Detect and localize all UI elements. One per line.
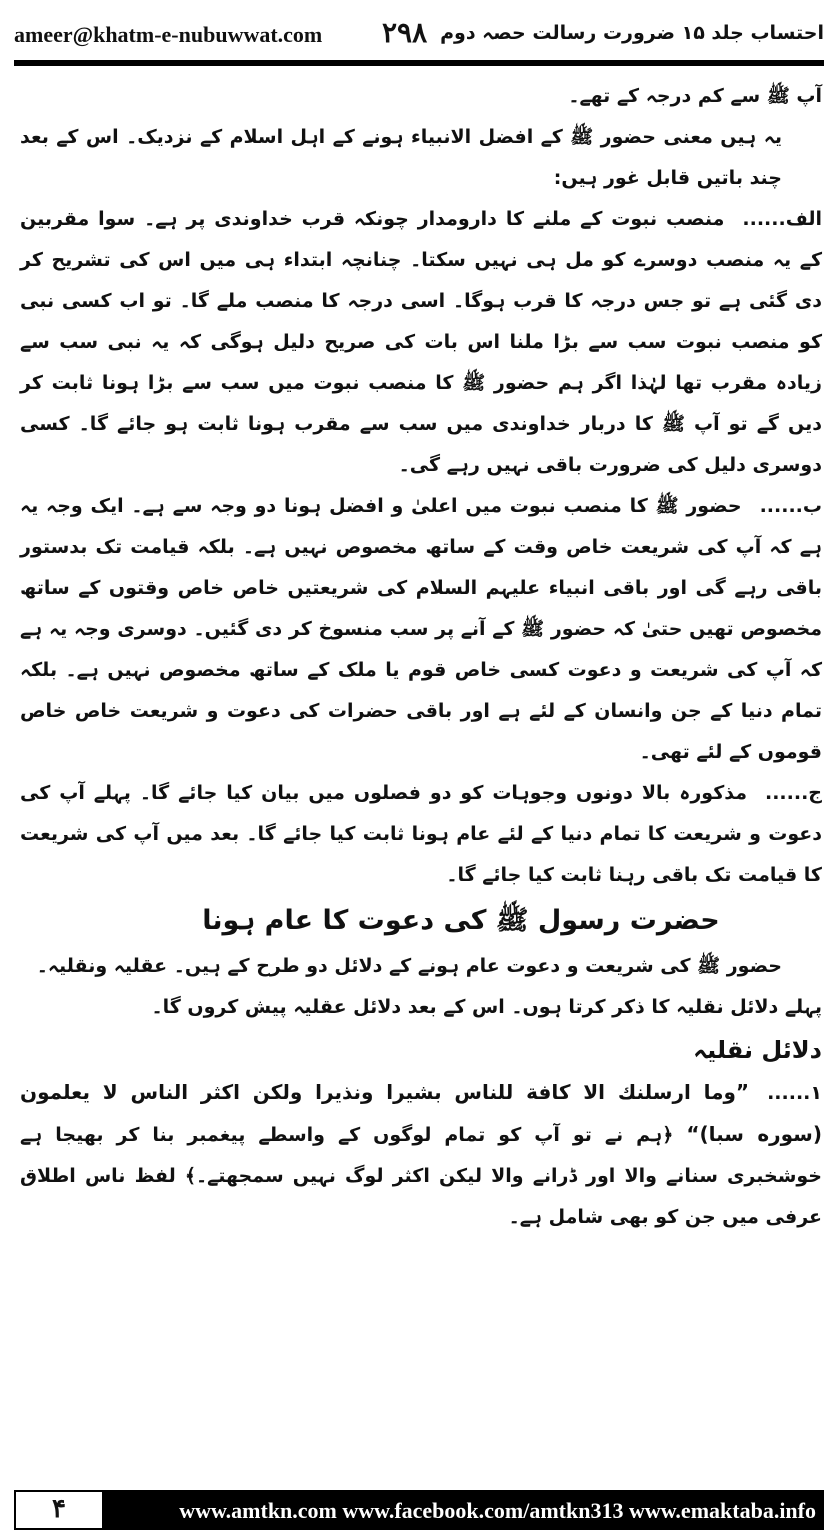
footer-number: ۴: [14, 1490, 104, 1530]
page-header: [14, 16, 824, 56]
header-email: ameer@khatm-e-nubuwwat.com: [14, 22, 323, 47]
paragraph: آپ ﷺ سے کم درجہ کے تھے۔: [568, 85, 822, 107]
page-footer: [14, 1490, 824, 1530]
section-text: حضور ﷺ کا منصب نبوت میں اعلیٰ و افضل ہونا دو وجہ سے ہے۔ ایک وجہ یہ ہے کہ آپ کی شریعت خاص وقت کے ساتھ مخصوص نہیں ہے۔ بلکہ قیامت تک بدستور باقی رہے گی اور باقی انبیاء علیہم السلام کی شریعتیں خاص خاص وقتوں کے ساتھ مخصوص تھیں حتیٰ کہ حضور ﷺ کے آنے پر سب منسوخ کر دی گئیں۔ دوسری وجہ یہ ہے کہ آپ کی شریعت و دعوت کسی خاص قوم یا ملک کے ساتھ مخصوص نہیں ہے۔ بلکہ تمام دنیا کے جن وانسان کے لئے ہے اور باقی حضرات کی دعوت و شریعت خاص خاص قوموں کے لئے تھی۔: [20, 495, 822, 763]
section-label: ب......: [759, 495, 822, 517]
section-jeem: [20, 773, 822, 896]
section-text: منصب نبوت کے ملنے کا دارومدار چونکہ قرب خداوندی پر ہے۔ سوا مقربین کے یہ منصب دوسرے کو مل ہی نہیں سکتا۔ چنانچہ ابتداء ہی میں اس کی تشریح کر دی گئی ہے تو جس درجہ کا قرب ہوگا۔ اسی درجہ کا منصب ملے گا۔ تو اب کسی نبی کو منصب نبوت سب سے بڑا ملنا اس بات کی صریح دلیل ہوگی کہ یہ نبی سب سے زیادہ مقرب تھا لہٰذا اگر ہم حضور ﷺ کا منصب نبوت میں سب سے بڑا ہونا ثابت کر دیں گے تو آپ ﷺ کا دربار خداوندی میں سب سے مقرب ہونا ثابت ہو جائے گا۔ کسی دوسری دلیل کی ضرورت باقی نہیں رہے گی۔: [20, 208, 822, 476]
section-label: الف......: [742, 208, 822, 230]
header-rule: [14, 60, 824, 66]
paragraph: حضور ﷺ کی شریعت و دعوت عام ہونے کے دلائل دو طرح کے ہیں۔ عقلیہ ونقلیہ۔: [36, 955, 782, 977]
quote-translation: ﴿ہم نے تو آپ کو تمام لوگوں کے واسطے پیغمبر بنا کر بھیجا ہے خوشخبری سنانے والا اور ڈرانے والا لیکن اکثر لوگ نہیں سمجھتے۔﴾ لفظ ناس اطلاق عرفی میں جن کو بھی شامل ہے۔: [20, 1124, 822, 1228]
paragraph: یہ ہیں معنی حضور ﷺ کے افضل الانبیاء ہونے کے اہل اسلام کے نزدیک۔ اس کے بعد چند باتیں قابل غور ہیں:: [20, 126, 782, 189]
section-be: [20, 486, 822, 773]
quote-item: [20, 1072, 822, 1238]
section-text: مذکورہ بالا دونوں وجوہات کو دو فصلوں میں بیان کیا جائے گا۔ پہلے آپ کی دعوت و شریعت کا تمام دنیا کے لئے عام ہونا ثابت کیا جائے گا۔ بعد میں آپ کی شریعت کا قیامت تک باقی رہنا ثابت کیا جائے گا۔: [20, 782, 822, 886]
page-content: [20, 76, 822, 1238]
section-label: ج......: [765, 782, 822, 804]
header-title: احتساب جلد ۱۵ ضرورت رسالت حصہ دوم: [440, 22, 824, 44]
section-heading: حضرت رسول ﷺ کی دعوت کا عام ہونا: [202, 905, 720, 936]
subheading: دلائل نقلیہ: [693, 1036, 822, 1064]
paragraph: پہلے دلائل نقلیہ کا ذکر کرتا ہوں۔ اس کے بعد دلائل عقلیہ پیش کروں گا۔: [151, 996, 822, 1018]
quote-arabic: ”وما ارسلنك الا كافة للناس بشيرا ونذيرا ولكن اكثر الناس لا يعلمون (سوره سبا)“: [20, 1080, 822, 1146]
section-alif: [20, 199, 822, 486]
quote-label: ۱......: [767, 1082, 822, 1104]
header-page-number: ۲۹۸: [382, 16, 428, 49]
footer-urls: www.amtkn.com www.facebook.com/amtkn313 www.emaktaba.info: [179, 1498, 816, 1523]
